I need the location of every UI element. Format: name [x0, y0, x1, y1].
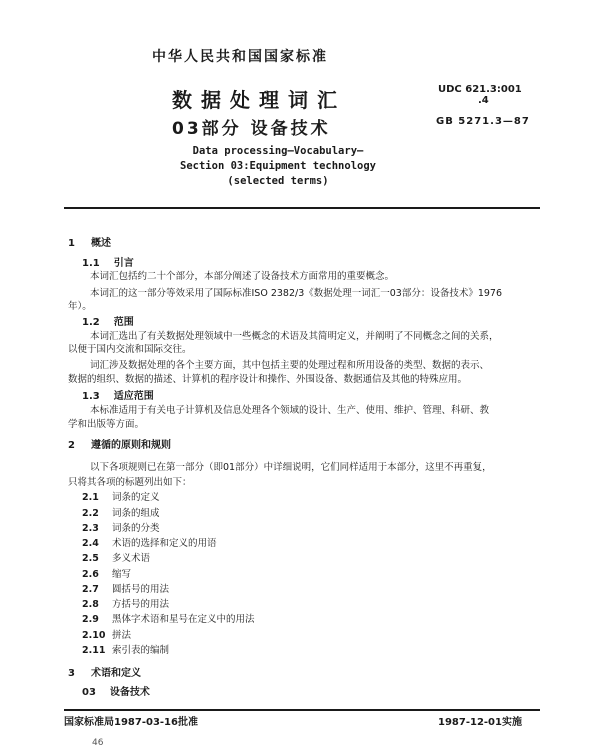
udc-number-continued: .4	[478, 95, 489, 106]
section-1-3-para-line1: 本标准适用于有关电子计算机及信息处理各个领域的设计、生产、使用、维护、管理、科研、教	[90, 405, 490, 416]
title-english-line2: Section 03:Equipment technology	[180, 160, 376, 172]
section-1-2-heading: 1.2 范围	[82, 317, 134, 328]
list-item: 2.2 词条的组成	[82, 508, 160, 519]
section-1-3-para-line2: 学和出版等方面。	[68, 419, 145, 430]
list-item: 2.3 词条的分类	[82, 523, 160, 534]
title-english-line3: (selected terms)	[227, 175, 329, 187]
list-item: 2.10 拼法	[82, 630, 132, 641]
list-item: 2.8 方括号的用法	[82, 599, 170, 610]
section-03-heading: 03 设备技术	[82, 687, 150, 698]
list-item: 2.4 术语的选择和定义的用语	[82, 538, 217, 549]
udc-number: UDC 621.3:001	[438, 84, 522, 95]
standard-org: 中华人民共和国国家标准	[152, 49, 328, 65]
footer-divider	[64, 709, 540, 711]
list-item: 2.6 缩写	[82, 569, 132, 580]
gb-standard-number: GB 5271.3—87	[436, 116, 530, 127]
title-chinese-line1: 数据处理词汇	[172, 88, 346, 112]
section-1-2-para2-line1: 词汇涉及数据处理的各个主要方面，其中包括主要的处理过程和所用设备的类型、数据的表示、	[90, 360, 490, 371]
section-1-heading: 1 概述	[68, 238, 111, 249]
approval-date: 国家标准局1987-03-16批准	[64, 717, 198, 728]
section-1-2-para1-line1: 本词汇选出了有关数据处理领域中一些概念的术语及其简明定义，并阐明了不同概念之间的关系，	[90, 331, 499, 342]
list-item: 2.11 索引表的编制	[82, 645, 170, 656]
header-divider	[64, 207, 540, 209]
list-item: 2.5 多义术语	[82, 553, 151, 564]
section-1-1-para2-line2: 年）。	[68, 301, 92, 312]
effective-date: 1987-12-01实施	[438, 717, 522, 728]
page-number: 46	[92, 738, 104, 748]
section-2-heading: 2 遵循的原则和规则	[68, 440, 171, 451]
list-item: 2.7 圆括号的用法	[82, 584, 170, 595]
section-1-2-para1-line2: 以便于国内交流和国际交往。	[68, 344, 192, 355]
list-item: 2.1 词条的定义	[82, 492, 160, 503]
section-1-1-para1: 本词汇包括约二十个部分，本部分阐述了设备技术方面常用的重要概念。	[90, 271, 395, 282]
section-2-intro-line2: 只将其各项的标题列出如下：	[68, 477, 192, 488]
section-1-3-heading: 1.3 适应范围	[82, 391, 154, 402]
section-3-heading: 3 术语和定义	[68, 668, 141, 679]
list-item: 2.9 黑体字术语和星号在定义中的用法	[82, 614, 255, 625]
title-english-line1: Data processing—Vocabulary—	[192, 145, 364, 157]
section-1-2-para2-line2: 数据的组织、数据的描述、计算机的程序设计和操作、外围设备、数据通信及其他的特殊应用。	[68, 374, 468, 385]
title-chinese-line2: 03部分 设备技术	[172, 119, 331, 139]
section-1-1-para2-line1: 本词汇的这一部分等效采用了国际标准ISO 2382/3《数据处理一词汇一03部分：设备技术》1976	[90, 288, 503, 299]
section-1-1-heading: 1.1 引言	[82, 258, 134, 269]
section-2-intro-line1: 以下各项规则已在第一部分（即01部分）中详细说明，它们同样适用于本部分，这里不再重复，	[90, 462, 492, 473]
